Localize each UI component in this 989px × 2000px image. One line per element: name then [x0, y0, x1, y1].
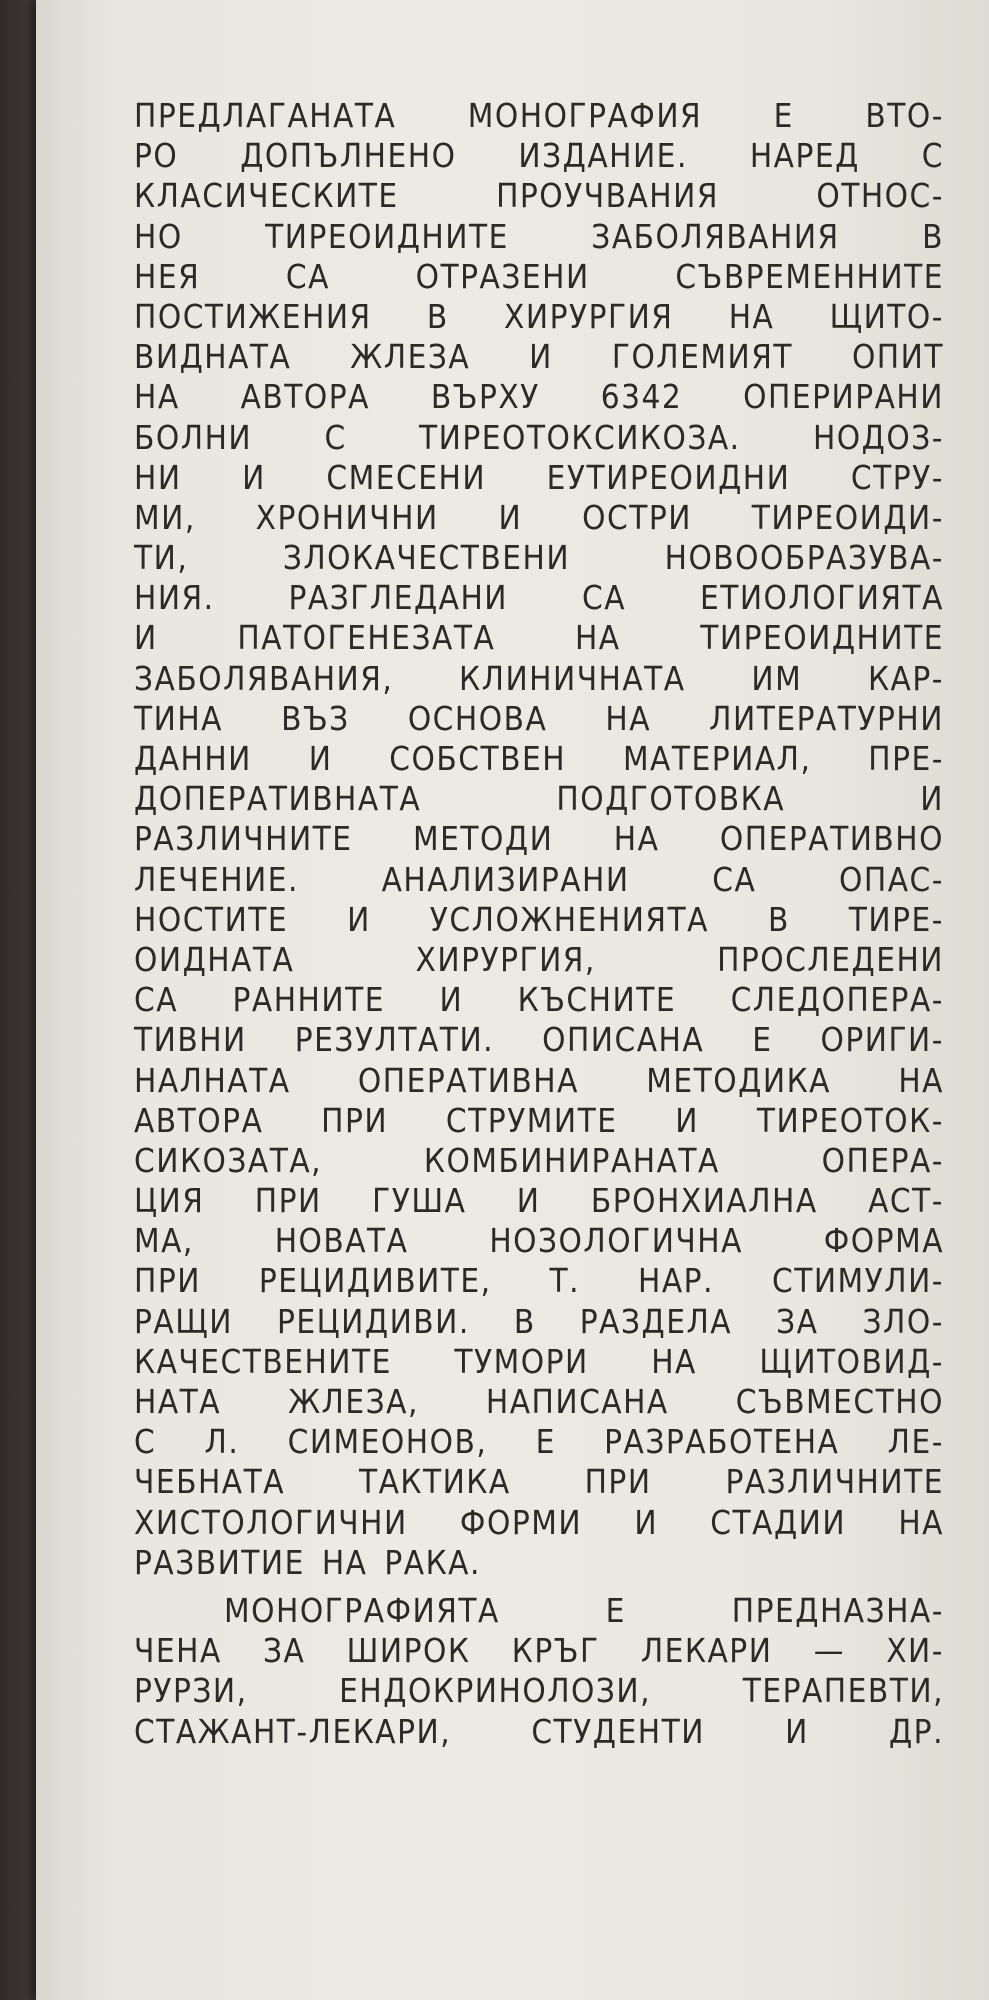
text-line: СТАЖАНТ-ЛЕКАРИ, СТУДЕНТИ И ДР.	[134, 1711, 944, 1751]
annotation-text	[134, 96, 944, 1752]
text-line: ХИСТОЛОГИЧНИ ФОРМИ И СТАДИИ НА	[134, 1502, 944, 1542]
text-line: МИ, ХРОНИЧНИ И ОСТРИ ТИРЕОИДИ-	[134, 497, 944, 537]
text-line: ДАННИ И СОБСТВЕН МАТЕРИАЛ, ПРЕ-	[134, 739, 944, 778]
text-line: ДОПЕРАТИВНАТА ПОДГОТОВКА И	[134, 779, 944, 819]
text-line: НИ И СМЕСЕНИ ЕУТИРЕОИДНИ СТРУ-	[134, 457, 944, 497]
text-line: РО ДОПЪЛНЕНО ИЗДАНИЕ. НАРЕД С	[134, 136, 944, 176]
text-line: РАЗЛИЧНИТЕ МЕТОДИ НА ОПЕРАТИВНО	[134, 819, 944, 859]
text-line: СИКОЗАТА, КОМБИНИРАНАТА ОПЕРА-	[134, 1140, 944, 1180]
text-line: ПОСТИЖЕНИЯ В ХИРУРГИЯ НА ЩИТО-	[134, 296, 944, 336]
text-line: С Л. СИМЕОНОВ, Е РАЗРАБОТЕНА ЛЕ-	[134, 1422, 944, 1462]
text-line: ВИДНАТА ЖЛЕЗА И ГОЛЕМИЯТ ОПИТ	[134, 337, 944, 377]
paragraph	[134, 96, 944, 1583]
text-line: КЛАСИЧЕСКИТЕ ПРОУЧВАНИЯ ОТНОС-	[134, 176, 944, 216]
paragraph-gap	[134, 1583, 944, 1591]
text-line: ТИ, ЗЛОКАЧЕСТВЕНИ НОВООБРАЗУВА-	[134, 538, 944, 578]
text-line: БОЛНИ С ТИРЕОТОКСИКОЗА. НОДОЗ-	[134, 417, 944, 457]
text-line: ПРИ РЕЦИДИВИТЕ, Т. НАР. СТИМУЛИ-	[134, 1261, 944, 1301]
text-line: РУРЗИ, ЕНДОКРИНОЛОЗИ, ТЕРАПЕВТИ,	[134, 1671, 944, 1711]
text-line: И ПАТОГЕНЕЗАТА НА ТИРЕОИДНИТЕ	[134, 618, 944, 658]
text-line: МА, НОВАТА НОЗОЛОГИЧНА ФОРМА	[134, 1221, 944, 1261]
text-line: КАЧЕСТВЕНИТЕ ТУМОРИ НА ЩИТОВИД-	[134, 1341, 944, 1381]
text-line: НИЯ. РАЗГЛЕДАНИ СА ЕТИОЛОГИЯТА	[134, 578, 944, 618]
text-line: НЕЯ СА ОТРАЗЕНИ СЪВРЕМЕННИТЕ	[134, 256, 944, 296]
text-line: ЗАБОЛЯВАНИЯ, КЛИНИЧНАТА ИМ КАР-	[134, 658, 944, 698]
book-page	[36, 0, 989, 2000]
text-line: РАЩИ РЕЦИДИВИ. В РАЗДЕЛА ЗА ЗЛО-	[134, 1301, 944, 1341]
text-line: ТИВНИ РЕЗУЛТАТИ. ОПИСАНА Е ОРИГИ-	[134, 1020, 944, 1060]
text-line: ЦИЯ ПРИ ГУША И БРОНХИАЛНА АСТ-	[134, 1181, 944, 1221]
paragraph	[134, 1591, 944, 1752]
text-line: НАЛНАТА ОПЕРАТИВНА МЕТОДИКА НА	[134, 1060, 944, 1100]
text-line: НА АВТОРА ВЪРХУ 6342 ОПЕРИРАНИ	[134, 377, 944, 417]
text-line: ОИДНАТА ХИРУРГИЯ, ПРОСЛЕДЕНИ	[134, 939, 944, 979]
text-line: ТИНА ВЪЗ ОСНОВА НА ЛИТЕРАТУРНИ	[134, 698, 944, 738]
text-line: НО ТИРЕОИДНИТЕ ЗАБОЛЯВАНИЯ В	[134, 216, 944, 256]
text-line: ЧЕБНАТА ТАКТИКА ПРИ РАЗЛИЧНИТЕ	[134, 1462, 944, 1502]
text-line: ЧЕНА ЗА ШИРОК КРЪГ ЛЕКАРИ — ХИ-	[134, 1631, 944, 1671]
text-line: РАЗВИТИЕ НА РАКА.	[134, 1542, 481, 1582]
text-line: МОНОГРАФИЯТА Е ПРЕДНАЗНА-	[224, 1590, 944, 1630]
text-line: ПРЕДЛАГАНАТА МОНОГРАФИЯ Е ВТО-	[134, 96, 944, 135]
text-line: СА РАННИТЕ И КЪСНИТЕ СЛЕДОПЕРА-	[134, 980, 944, 1020]
text-line: ЛЕЧЕНИЕ. АНАЛИЗИРАНИ СА ОПАС-	[134, 859, 944, 899]
text-line: НАТА ЖЛЕЗА, НАПИСАНА СЪВМЕСТНО	[134, 1382, 944, 1421]
text-line: АВТОРА ПРИ СТРУМИТЕ И ТИРЕОТОК-	[134, 1100, 944, 1140]
text-line: НОСТИТЕ И УСЛОЖНЕНИЯТА В ТИРЕ-	[134, 899, 944, 939]
